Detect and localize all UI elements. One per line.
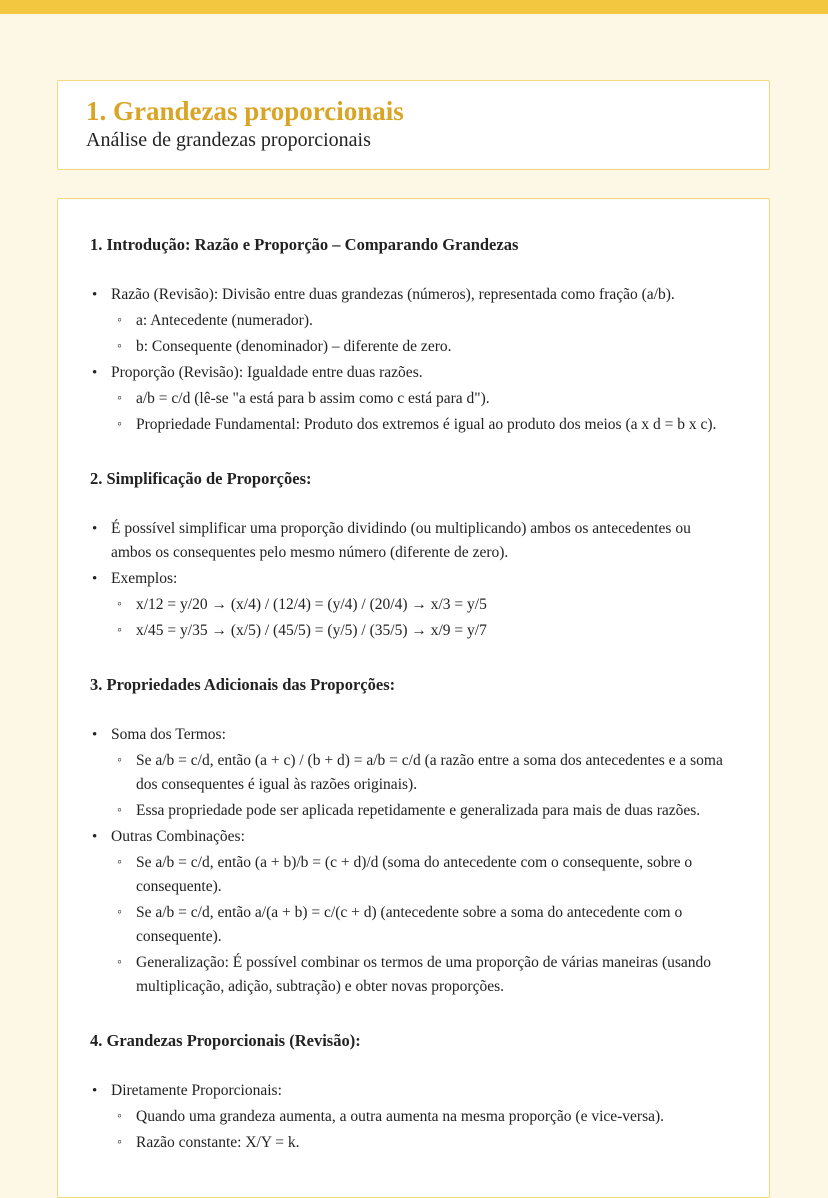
list-item bbox=[90, 361, 729, 385]
list-item-text: Se a/b = c/d, então a/(a + b) = c/(c + d) (antecedente sobre a soma do antecedente com o consequente). bbox=[136, 904, 683, 945]
bullet-icon: • bbox=[92, 287, 98, 303]
page-title: 1. Grandezas proporcionais bbox=[86, 96, 404, 126]
list-item-text: Soma dos Termos: bbox=[111, 726, 226, 743]
list-item bbox=[90, 825, 729, 849]
section-heading: 3. Propriedades Adicionais das Proporções: bbox=[90, 675, 396, 694]
list-item bbox=[90, 1105, 729, 1129]
page-subtitle: Análise de grandezas proporcionais bbox=[86, 129, 371, 151]
bullet-icon: • bbox=[92, 727, 98, 743]
list-item-text: Generalização: É possível combinar os termos de uma proporção de várias maneiras (usando multiplicação, adição, subtração) e obter novas proporções. bbox=[136, 954, 712, 995]
list-item bbox=[90, 951, 729, 999]
list-item bbox=[90, 799, 729, 823]
list-item bbox=[90, 593, 729, 617]
page-accent-bar bbox=[0, 0, 828, 14]
circle-bullet-icon: ◦ bbox=[117, 803, 122, 818]
list-item-text: Razão (Revisão): Divisão entre duas grandezas (números), representada como fração (a/b). bbox=[111, 286, 675, 303]
bullet-icon: • bbox=[92, 571, 98, 587]
list-item bbox=[90, 517, 729, 565]
list-item bbox=[90, 723, 729, 747]
list-item bbox=[90, 1131, 729, 1155]
circle-bullet-icon: ◦ bbox=[117, 1109, 122, 1124]
list-item-text: Quando uma grandeza aumenta, a outra aumenta na mesma proporção (e vice-versa). bbox=[136, 1108, 665, 1125]
circle-bullet-icon: ◦ bbox=[117, 417, 122, 432]
document-page bbox=[0, 14, 828, 1198]
circle-bullet-icon: ◦ bbox=[117, 905, 122, 920]
list-item-text: x/45 = y/35 → (x/5) / (45/5) = (y/5) / (35/5) → x/9 = y/7 bbox=[136, 622, 487, 639]
list-item-text: x/12 = y/20 → (x/4) / (12/4) = (y/4) / (20/4) → x/3 = y/5 bbox=[136, 596, 487, 613]
circle-bullet-icon: ◦ bbox=[117, 955, 122, 970]
list-item-text: Se a/b = c/d, então (a + b)/b = (c + d)/d (soma do antecedente com o consequente, sobre o consequente). bbox=[136, 854, 693, 895]
list-item-text: a/b = c/d (lê-se "a está para b assim como c está para d"). bbox=[136, 390, 490, 407]
sections-container bbox=[90, 233, 729, 1155]
list-item bbox=[90, 567, 729, 591]
title-card bbox=[57, 80, 770, 170]
section-heading: 4. Grandezas Proporcionais (Revisão): bbox=[90, 1031, 361, 1050]
bullet-icon: • bbox=[92, 1083, 98, 1099]
list-item bbox=[90, 851, 729, 899]
list-item bbox=[90, 309, 729, 333]
list-item-text: Diretamente Proporcionais: bbox=[111, 1082, 282, 1099]
list-item-text: É possível simplificar uma proporção dividindo (ou multiplicando) ambos os antecedentes ou ambos os consequentes pelo mesmo número (diferente de zero). bbox=[111, 520, 691, 561]
list-item-text: Razão constante: X/Y = k. bbox=[136, 1134, 300, 1151]
list-item bbox=[90, 619, 729, 643]
bullet-icon: • bbox=[92, 365, 98, 381]
bullet-icon: • bbox=[92, 829, 98, 845]
list-item-text: Outras Combinações: bbox=[111, 828, 245, 845]
circle-bullet-icon: ◦ bbox=[117, 855, 122, 870]
circle-bullet-icon: ◦ bbox=[117, 597, 122, 612]
list-item-text: Exemplos: bbox=[111, 570, 178, 587]
circle-bullet-icon: ◦ bbox=[117, 339, 122, 354]
list-item-text: a: Antecedente (numerador). bbox=[136, 312, 313, 329]
section-heading: 2. Simplificação de Proporções: bbox=[90, 469, 312, 488]
list-item-text: b: Consequente (denominador) – diferente de zero. bbox=[136, 338, 452, 355]
list-item bbox=[90, 1079, 729, 1103]
list-item bbox=[90, 283, 729, 307]
section-heading: 1. Introdução: Razão e Proporção – Comparando Grandezas bbox=[90, 235, 519, 254]
list-item bbox=[90, 387, 729, 411]
list-item bbox=[90, 901, 729, 949]
bullet-icon: • bbox=[92, 521, 98, 537]
list-item bbox=[90, 335, 729, 359]
content-card bbox=[57, 198, 770, 1198]
circle-bullet-icon: ◦ bbox=[117, 623, 122, 638]
list-item-text: Proporção (Revisão): Igualdade entre duas razões. bbox=[111, 364, 423, 381]
circle-bullet-icon: ◦ bbox=[117, 391, 122, 406]
list-item-text: Essa propriedade pode ser aplicada repetidamente e generalizada para mais de duas razões. bbox=[136, 802, 701, 819]
list-item bbox=[90, 413, 729, 437]
list-item-text: Se a/b = c/d, então (a + c) / (b + d) = a/b = c/d (a razão entre a soma dos antecedentes e a soma dos consequentes é igual às razões originais). bbox=[136, 752, 723, 793]
list-item bbox=[90, 749, 729, 797]
circle-bullet-icon: ◦ bbox=[117, 1135, 122, 1150]
circle-bullet-icon: ◦ bbox=[117, 753, 122, 768]
circle-bullet-icon: ◦ bbox=[117, 313, 122, 328]
list-item-text: Propriedade Fundamental: Produto dos extremos é igual ao produto dos meios (a x d = b x c). bbox=[136, 416, 717, 433]
